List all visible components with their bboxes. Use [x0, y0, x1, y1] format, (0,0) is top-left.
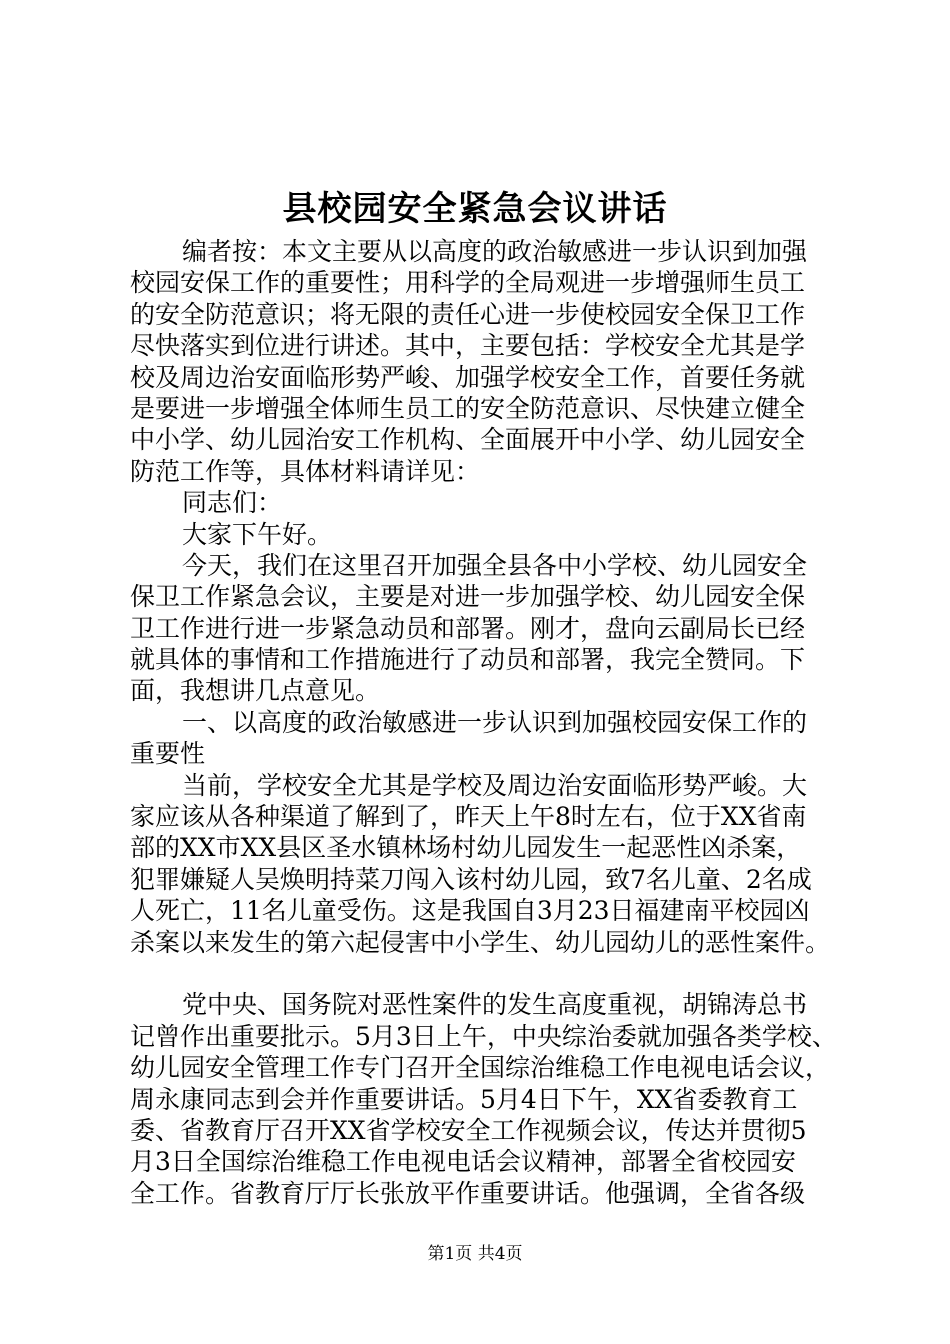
text-line: 的安全防范意识；将无限的责任心进一步使校园安全保卫工作	[130, 299, 806, 329]
text-line: 中小学、幼儿园治安工作机构、全面展开中小学、幼儿园安全	[130, 425, 806, 455]
page-number: 第1页 共4页	[427, 1244, 523, 1264]
text-line: 家应该从各种渠道了解到了，昨天上午8时左右，位于XX省南	[130, 802, 807, 832]
text-line: 全工作。省教育厅厅长张放平作重要讲话。他强调，全省各级	[130, 1178, 806, 1208]
text-line: 记曾作出重要批示。5月3日上午，中央综治委就加强各类学校、	[130, 1021, 837, 1051]
text-line: 犯罪嫌疑人吴焕明持菜刀闯入该村幼儿园，致7名儿童、2名成	[130, 864, 812, 894]
text-line: 校及周边治安面临形势严峻、加强学校安全工作，首要任务就	[130, 362, 806, 392]
text-line: 防范工作等，具体材料请详见：	[130, 456, 481, 486]
text-line: 人死亡，11名儿童受伤。这是我国自3月23日福建南平校园凶	[130, 896, 810, 926]
text-line: 委、省教育厅召开XX省学校安全工作视频会议，传达并贯彻5	[130, 1115, 807, 1145]
document-body	[130, 236, 837, 1209]
text-line: 尽快落实到位进行讲述。其中，主要包括：学校安全尤其是学	[130, 331, 806, 361]
text-line: 就具体的事情和工作措施进行了动员和部署，我完全赞同。下	[130, 645, 806, 675]
text-line: 卫工作进行进一步紧急动员和部署。刚才，盘向云副局长已经	[130, 613, 806, 643]
text-line: 当前，学校安全尤其是学校及周边治安面临形势严峻。大	[182, 770, 808, 800]
text-line: 今天，我们在这里召开加强全县各中小学校、幼儿园安全	[182, 550, 808, 580]
text-line: 保卫工作紧急会议，主要是对进一步加强学校、幼儿园安全保	[130, 582, 806, 612]
text-line: 月3日全国综治维稳工作电视电话会议精神，部署全省校园安	[130, 1147, 796, 1177]
section-heading: 一、以高度的政治敏感进一步认识到加强校园安保工作的	[182, 707, 808, 737]
text-line: 同志们：	[182, 488, 283, 518]
text-line: 大家下午好。	[182, 519, 333, 549]
text-line: 编者按：本文主要从以高度的政治敏感进一步认识到加强	[182, 237, 808, 266]
text-line: 校园安保工作的重要性；用科学的全局观进一步增强师生员工	[130, 268, 806, 298]
text-line: 是要进一步增强全体师生员工的安全防范意识、尽快建立健全	[130, 393, 806, 423]
text-line: 面，我想讲几点意见。	[130, 676, 381, 706]
page-title: 县校园安全紧急会议讲话	[282, 189, 668, 229]
text-line: 部的XX市XX县区圣水镇林场村幼儿园发生一起恶性凶杀案，	[130, 833, 802, 863]
section-heading-continued: 重要性	[130, 739, 206, 769]
text-line: 周永康同志到会并作重要讲话。5月4日下午，XX省委教育工	[130, 1084, 798, 1114]
text-line: 杀案以来发生的第六起侵害中小学生、幼儿园幼儿的恶性案件。	[130, 927, 831, 957]
text-line: 幼儿园安全管理工作专门召开全国综治维稳工作电视电话会议，	[130, 1053, 831, 1083]
text-line: 党中央、国务院对恶性案件的发生高度重视，胡锦涛总书	[182, 990, 808, 1020]
blank-line	[130, 958, 834, 989]
